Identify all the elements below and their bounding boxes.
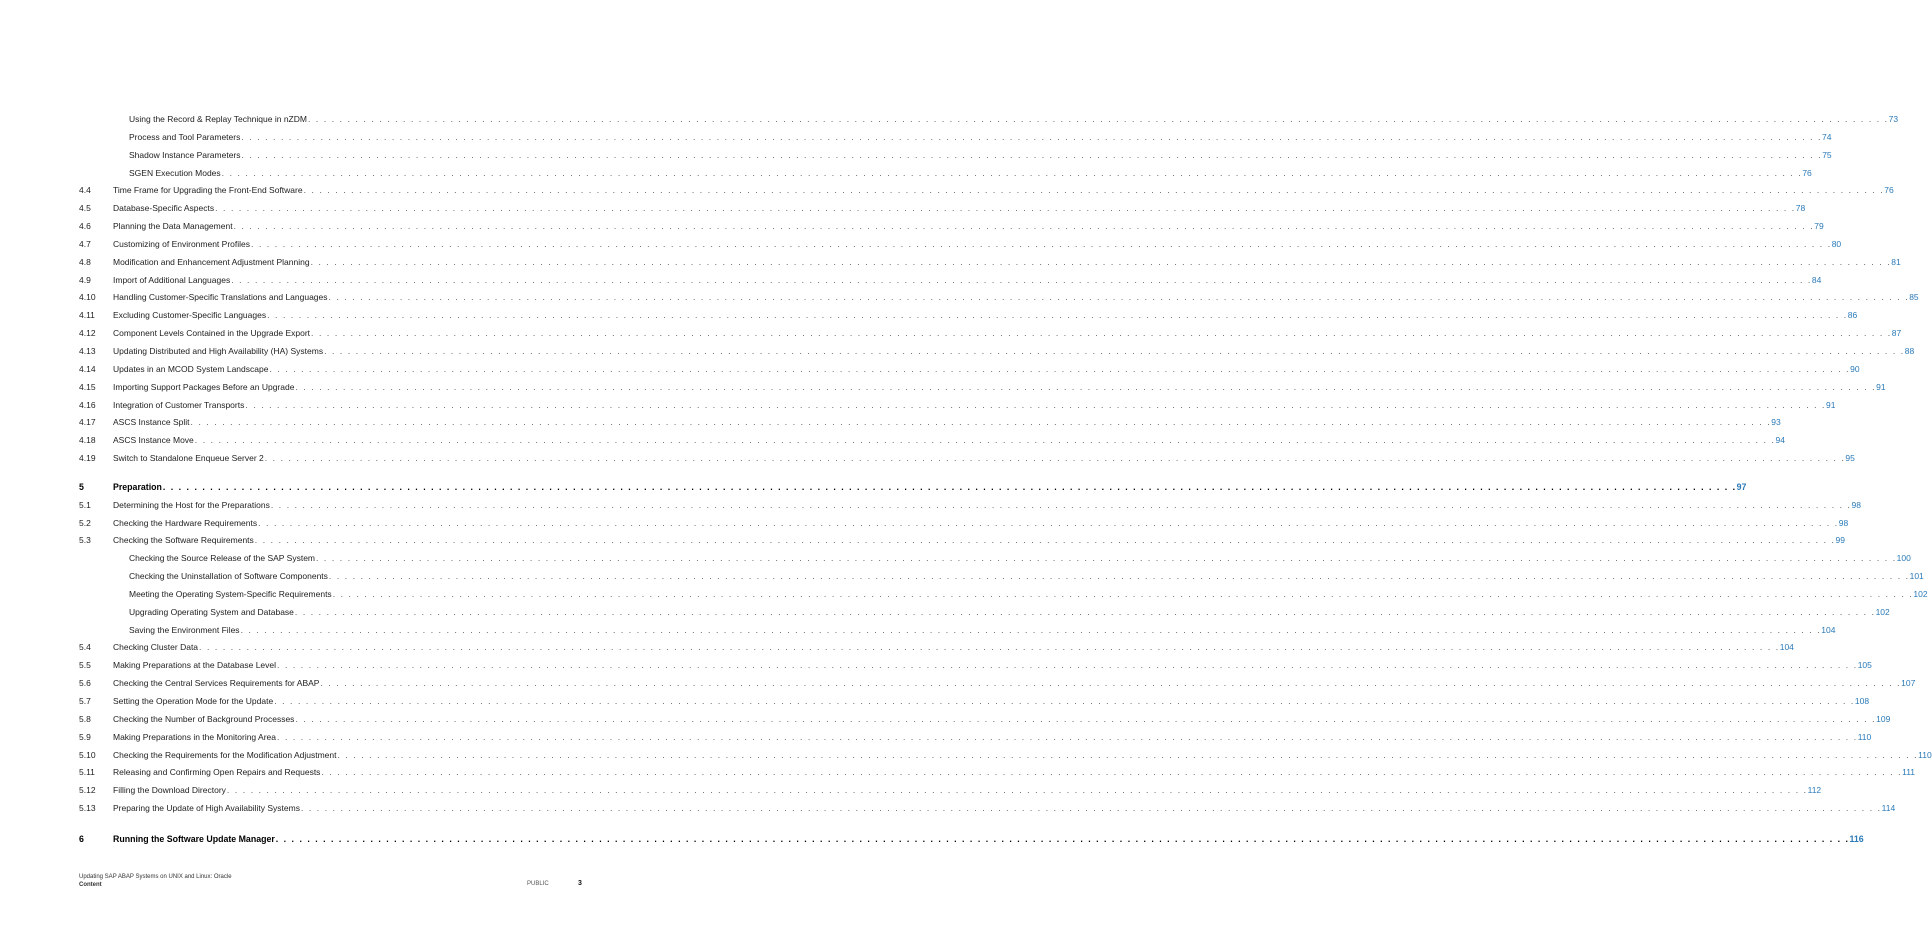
- toc-entry[interactable]: [79, 639, 1794, 657]
- toc-entry[interactable]: [79, 515, 1849, 533]
- toc-entry-title: Filling the Download Directory: [113, 785, 226, 796]
- dot-leader: . . . . . . . . . . . . . . . . . . . . . . . . . . . . . . . . . . . . . . . . . . . . . . . . . . . . . . . . . . . . . . . . . . . . . . . . . . . . . . . . . . . . . . . . . . . . . . . . . . . . . . . . . . . . . . . . . . . . . . . . . . . . . . . . . . . . . . . . . . . . . . . . . . . . . . . . . . . . . . . . . . . . . . . . . . . . . . . . . . . . . . . . . . . . . . . . . . . . . . . .: [199, 642, 1780, 653]
- footer-document-info: [79, 873, 232, 889]
- dot-leader: . . . . . . . . . . . . . . . . . . . . . . . . . . . . . . . . . . . . . . . . . . . . . . . . . . . . . . . . . . . . . . . . . . . . . . . . . . . . . . . . . . . . . . . . . . . . . . . . . . . . . . . . . . . . . . . . . . . . . . . . . . . . . . . . . . . . . . . . . . . . . . . . . . . . . . . . . . . . . . . . . . . . . . . . . . . . . . . . . . . . . . . . . . . . . . . . . . . . . . . .: [307, 114, 1889, 124]
- toc-entry[interactable]: [79, 450, 1855, 468]
- toc-entry-title: Using the Record & Replay Technique in nZDM: [129, 114, 307, 124]
- toc-entry[interactable]: [79, 218, 1824, 236]
- toc-entry-number: 4.7: [79, 238, 91, 249]
- toc-entry-line: [129, 622, 1836, 640]
- toc-entry[interactable]: [79, 800, 1896, 818]
- dot-leader: . . . . . . . . . . . . . . . . . . . . . . . . . . . . . . . . . . . . . . . . . . . . . . . . . . . . . . . . . . . . . . . . . . . . . . . . . . . . . . . . . . . . . . . . . . . . . . . . . . . . . . . . . . . . . . . . . . . . . . . . . . . . . . . . . . . . . . . . . . . . . . . . . . . . . . . . . . . . . . . . . . . . . . . . . . . . . . . . . . . . . . . . . . . . . . . . . . . . . . . .: [310, 256, 1892, 267]
- dot-leader: . . . . . . . . . . . . . . . . . . . . . . . . . . . . . . . . . . . . . . . . . . . . . . . . . . . . . . . . . . . . . . . . . . . . . . . . . . . . . . . . . . . . . . . . . . . . . . . . . . . . . . . . . . . . . . . . . . . . . . . . . . . . . . . . . . . . . . . . . . . . . . . . . . . . . . . . . . . . . . . . . . . . . . . . . . . . . . . . . . . . . . . . . . . . . . . . . . . . . . . .: [295, 381, 1877, 392]
- toc-page-link[interactable]: 107: [1901, 678, 1916, 689]
- toc-entry-number: 4.10: [79, 292, 96, 303]
- toc-entry[interactable]: [79, 254, 1901, 272]
- toc-page-link[interactable]: 73: [1888, 114, 1899, 124]
- toc-entry-line: [113, 361, 1860, 379]
- toc-entry-line: [113, 272, 1822, 290]
- toc-entry-line: [113, 379, 1886, 397]
- dot-leader: . . . . . . . . . . . . . . . . . . . . . . . . . . . . . . . . . . . . . . . . . . . . . . . . . . . . . . . . . . . . . . . . . . . . . . . . . . . . . . . . . . . . . . . . . . . . . . . . . . . . . . . . . . . . . . . . . . . . . . . . . . . . . . . . . . . . . . . . . . . . . . . . . . . . . . . . . . . . . . . . . . . . . . . . . . . . . . . . . . . . . . . . . . . . . . . . . . . . . . . .: [258, 517, 1839, 528]
- toc-entry-line: [113, 479, 1747, 497]
- toc-entry[interactable]: [79, 236, 1842, 254]
- toc-entry[interactable]: [79, 200, 1806, 218]
- toc-entry-number: 5.5: [79, 660, 91, 671]
- toc-entry[interactable]: [79, 657, 1872, 675]
- toc-entry[interactable]: [79, 782, 1822, 800]
- toc-entry[interactable]: [79, 397, 1836, 415]
- toc-entry-title: Upgrading Operating System and Database: [129, 606, 294, 617]
- toc-page-link[interactable]: 91: [1876, 381, 1886, 392]
- dot-leader: . . . . . . . . . . . . . . . . . . . . . . . . . . . . . . . . . . . . . . . . . . . . . . . . . . . . . . . . . . . . . . . . . . . . . . . . . . . . . . . . . . . . . . . . . . . . . . . . . . . . . . . . . . . . . . . . . . . . . . . . . . . . . . . . . . . . . . . . . . . . . . . . . . . . . . . . . . . . . . . . . . . . . . . . . . . . . . . . . . . . . . . . . . . . . . . . . . . . . . . .: [270, 499, 1852, 510]
- toc-entry[interactable]: [79, 325, 1902, 343]
- toc-page-link[interactable]: 84: [1811, 274, 1822, 285]
- dot-leader: . . . . . . . . . . . . . . . . . . . . . . . . . . . . . . . . . . . . . . . . . . . . . . . . . . . . . . . . . . . . . . . . . . . . . . . . . . . . . . . . . . . . . . . . . . . . . . . . . . . . . . . . . . . . . . . . . . . . . . . . . . . . . . . . . . . . . . . . . . . . . . . . . . . . . . . . . . . . . . . . . . . . . . . . . . . . . . . . . . . . . . . . . . . . . . . . . . . . . . . .: [267, 310, 1848, 321]
- toc-entry-title: Customizing of Environment Profiles: [113, 238, 251, 249]
- toc-entry-number: 4.13: [79, 345, 96, 356]
- dot-leader: . . . . . . . . . . . . . . . . . . . . . . . . . . . . . . . . . . . . . . . . . . . . . . . . . . . . . . . . . . . . . . . . . . . . . . . . . . . . . . . . . . . . . . . . . . . . . . . . . . . . . . . . . . . . . . . . . . . . . . . . . . . . . . . . . . . . . . . . . . . . . . . . . . . . . . . . . . . . . . . . . . . . . . . . . . . . . . . . . . . . . . . . . . . . . . . . . . . . . . . .: [190, 417, 1772, 428]
- toc-chapter-entry[interactable]: [79, 831, 1864, 849]
- toc-page-link[interactable]: 104: [1779, 642, 1794, 653]
- dot-leader: . . . . . . . . . . . . . . . . . . . . . . . . . . . . . . . . . . . . . . . . . . . . . . . . . . . . . . . . . . . . . . . . . . . . . . . . . . . . . . . . . . . . . . . . . . . . . . . . . . . . . . . . . . . . . . . . . . . . . . . . . . . . . . . . . . . . . . . . . . . . . . . . . . . . . . . . . . . . . . . . . . . . . . . . . . . . . . . . . . . . . . . . . . . . . . . . . . . . . . . .: [269, 363, 1851, 374]
- toc-entry[interactable]: [79, 289, 1919, 307]
- footer-page-number: 3: [578, 880, 582, 887]
- toc-entry-line: [113, 711, 1891, 729]
- toc-entry[interactable]: [79, 432, 1785, 450]
- toc-entry-title: Checking the Number of Background Processes: [113, 713, 295, 724]
- toc-entry-title: Checking the Hardware Requirements: [113, 517, 258, 528]
- toc-subentry[interactable]: [79, 586, 1928, 604]
- toc-entry-line: [113, 831, 1864, 849]
- dot-leader: . . . . . . . . . . . . . . . . . . . . . . . . . . . . . . . . . . . . . . . . . . . . . . . . . . . . . . . . . . . . . . . . . . . . . . . . . . . . . . . . . . . . . . . . . . . . . . . . . . . . . . . . . . . . . . . . . . . . . . . . . . . . . . . . . . . . . . . . . . . . . . . . . . . . . . . . . . . . . . . . . . . . . . . . . . . . . . . . . . . . . . . . . . . . . . . . . . . . . . . .: [324, 345, 1905, 356]
- dot-leader: . . . . . . . . . . . . . . . . . . . . . . . . . . . . . . . . . . . . . . . . . . . . . . . . . . . . . . . . . . . . . . . . . . . . . . . . . . . . . . . . . . . . . . . . . . . . . . . . . . . . . . . . . . . . . . . . . . . . . . . . . . . . . . . . . . . . . . . . . . . . . . . . . . . . . . . . . . . . . . . . . . . . . . . . . . . . . . . . . . . . . . . . . . . . . . . . . . . . . . . .: [275, 833, 1850, 844]
- toc-entry-line: [113, 515, 1849, 533]
- toc-entry-number: 5.2: [79, 517, 91, 528]
- dot-leader: . . . . . . . . . . . . . . . . . . . . . . . . . . . . . . . . . . . . . . . . . . . . . . . . . . . . . . . . . . . . . . . . . . . . . . . . . . . . . . . . . . . . . . . . . . . . . . . . . . . . . . . . . . . . . . . . . . . . . . . . . . . . . . . . . . . . . . . . . . . . . . . . . . . . . . . . . . . . . . . . . . . . . . . . . . . . . . . . . . . . . . . . . . . . . . . . . . . . . . . .: [311, 328, 1892, 339]
- toc-entry[interactable]: [79, 307, 1858, 325]
- toc-entry-line: [113, 532, 1845, 550]
- toc-entry-title: Time Frame for Upgrading the Front-End Software: [113, 185, 303, 196]
- toc-entry-line: [113, 414, 1781, 432]
- toc-entry-line: [129, 568, 1924, 586]
- toc-subentry[interactable]: [79, 604, 1890, 622]
- toc-entry-title: ASCS Instance Move: [113, 435, 194, 446]
- toc-page-link[interactable]: 101: [1909, 571, 1924, 582]
- toc-entry-title: Checking the Requirements for the Modification Adjustment: [113, 749, 337, 760]
- toc-entry-title: Shadow Instance Parameters: [129, 149, 241, 160]
- toc-entry-line: [113, 782, 1822, 800]
- toc-entry-title: Checking the Central Services Requirements for ABAP: [113, 678, 320, 689]
- footer-section: Content: [79, 882, 102, 888]
- toc-subentry[interactable]: [79, 111, 1899, 129]
- toc-entry-line: [113, 675, 1916, 693]
- toc-entry-title: Preparation: [113, 481, 162, 492]
- toc-entry-title: Planning the Data Management: [113, 221, 233, 232]
- toc-entry[interactable]: [79, 729, 1872, 747]
- toc-entry-title: Modification and Enhancement Adjustment Planning: [113, 256, 310, 267]
- toc-entry-number: 4.11: [79, 310, 95, 321]
- toc-entry-number: 5.12: [79, 785, 96, 796]
- toc-entry-number: 4.15: [79, 381, 96, 392]
- toc-entry-title: Excluding Customer-Specific Languages: [113, 310, 267, 321]
- toc-entry-title: Handling Customer-Specific Translations and Languages: [113, 292, 328, 303]
- toc-entry-line: [113, 218, 1824, 236]
- toc-entry-number: 4.8: [79, 256, 91, 267]
- dot-leader: . . . . . . . . . . . . . . . . . . . . . . . . . . . . . . . . . . . . . . . . . . . . . . . . . . . . . . . . . . . . . . . . . . . . . . . . . . . . . . . . . . . . . . . . . . . . . . . . . . . . . . . . . . . . . . . . . . . . . . . . . . . . . . . . . . . . . . . . . . . . . . . . . . . . . . . . . . . . . . . . . . . . . . . . . . . . . . . . . . . . . . . . . . . . . . . . . . . . . . . .: [295, 713, 1877, 724]
- toc-entry-number: 5.11: [79, 767, 95, 778]
- toc-entry-title: Import of Additional Languages: [113, 274, 231, 285]
- toc-page-link[interactable]: 100: [1896, 553, 1911, 564]
- toc-entry-line: [113, 254, 1901, 272]
- toc-entry-number: 4.18: [79, 435, 96, 446]
- toc-entry-line: [113, 200, 1806, 218]
- toc-entry-number: 4.14: [79, 363, 96, 374]
- toc-entry-line: [113, 432, 1785, 450]
- toc-entry[interactable]: [79, 711, 1891, 729]
- toc-entry-title: Updates in an MCOD System Landscape: [113, 363, 269, 374]
- toc-page-link[interactable]: 80: [1831, 238, 1842, 249]
- dot-leader: . . . . . . . . . . . . . . . . . . . . . . . . . . . . . . . . . . . . . . . . . . . . . . . . . . . . . . . . . . . . . . . . . . . . . . . . . . . . . . . . . . . . . . . . . . . . . . . . . . . . . . . . . . . . . . . . . . . . . . . . . . . . . . . . . . . . . . . . . . . . . . . . . . . . . . . . . . . . . . . . . . . . . . . . . . . . . . . . . . . . . . . . . . . . . . . . . . . . . . . .: [337, 749, 1919, 760]
- toc-page-link[interactable]: 93: [1771, 417, 1781, 428]
- toc-entry-title: Running the Software Update Manager: [113, 833, 275, 844]
- toc-subentry[interactable]: [79, 550, 1911, 568]
- toc-page-link[interactable]: 111: [1902, 767, 1916, 778]
- toc-entry-line: [113, 800, 1896, 818]
- toc-entry-line: [113, 450, 1855, 468]
- toc-entry[interactable]: [79, 747, 1932, 765]
- dot-leader: . . . . . . . . . . . . . . . . . . . . . . . . . . . . . . . . . . . . . . . . . . . . . . . . . . . . . . . . . . . . . . . . . . . . . . . . . . . . . . . . . . . . . . . . . . . . . . . . . . . . . . . . . . . . . . . . . . . . . . . . . . . . . . . . . . . . . . . . . . . . . . . . . . . . . . . . . . . . . . . . . . . . . . . . . . . . . . . . . . . . . . . . . . . . . . . . . . . . . . . .: [226, 785, 1808, 796]
- toc-entry-line: [129, 586, 1928, 604]
- toc-entry-title: Process and Tool Parameters: [129, 131, 241, 142]
- dot-leader: . . . . . . . . . . . . . . . . . . . . . . . . . . . . . . . . . . . . . . . . . . . . . . . . . . . . . . . . . . . . . . . . . . . . . . . . . . . . . . . . . . . . . . . . . . . . . . . . . . . . . . . . . . . . . . . . . . . . . . . . . . . . . . . . . . . . . . . . . . . . . . . . . . . . . . . . . . . . . . . . . . . . . . . . . . . . . . . . . . . . . . . . . . . . . . . . . . . . . . . .: [316, 553, 1897, 564]
- toc-page-link[interactable]: 109: [1876, 713, 1891, 724]
- toc-page-link[interactable]: 116: [1849, 833, 1864, 844]
- dot-leader: . . . . . . . . . . . . . . . . . . . . . . . . . . . . . . . . . . . . . . . . . . . . . . . . . . . . . . . . . . . . . . . . . . . . . . . . . . . . . . . . . . . . . . . . . . . . . . . . . . . . . . . . . . . . . . . . . . . . . . . . . . . . . . . . . . . . . . . . . . . . . . . . . . . . . . . . . . . . . . . . . . . . . . . . . . . . . . . . . . . . . . . . . . . . . . . . . . . . . . . .: [264, 453, 1846, 464]
- toc-entry[interactable]: [79, 361, 1860, 379]
- toc-entry-line: [113, 343, 1915, 361]
- toc-entry-title: Switch to Standalone Enqueue Server 2: [113, 453, 264, 464]
- toc-page-link[interactable]: 87: [1891, 328, 1902, 339]
- toc-entry-line: [129, 111, 1899, 129]
- toc-page-link[interactable]: 91: [1826, 399, 1836, 410]
- toc-entry-number: 4.17: [79, 417, 96, 428]
- toc-entry-line: [129, 129, 1832, 147]
- toc-entry-title: Determining the Host for the Preparations: [113, 499, 270, 510]
- toc-entry-line: [113, 307, 1858, 325]
- toc-entry-number: 4.4: [79, 185, 91, 196]
- dot-leader: . . . . . . . . . . . . . . . . . . . . . . . . . . . . . . . . . . . . . . . . . . . . . . . . . . . . . . . . . . . . . . . . . . . . . . . . . . . . . . . . . . . . . . . . . . . . . . . . . . . . . . . . . . . . . . . . . . . . . . . . . . . . . . . . . . . . . . . . . . . . . . . . . . . . . . . . . . . . . . . . . . . . . . . . . . . . . . . . . . . . . . . . . . . . . . . . . . . . . . . .: [254, 535, 1836, 546]
- dot-leader: . . . . . . . . . . . . . . . . . . . . . . . . . . . . . . . . . . . . . . . . . . . . . . . . . . . . . . . . . . . . . . . . . . . . . . . . . . . . . . . . . . . . . . . . . . . . . . . . . . . . . . . . . . . . . . . . . . . . . . . . . . . . . . . . . . . . . . . . . . . . . . . . . . . . . . . . . . . . . . . . . . . . . . . . . . . . . . . . . . . . . . . . . . . . . . . . . . . . . . . .: [194, 435, 1776, 446]
- toc-page-link[interactable]: 81: [1891, 256, 1901, 267]
- toc-entry-line: [113, 747, 1932, 765]
- toc-entry-line: [113, 693, 1870, 711]
- toc-entry-line: [113, 289, 1919, 307]
- dot-leader: . . . . . . . . . . . . . . . . . . . . . . . . . . . . . . . . . . . . . . . . . . . . . . . . . . . . . . . . . . . . . . . . . . . . . . . . . . . . . . . . . . . . . . . . . . . . . . . . . . . . . . . . . . . . . . . . . . . . . . . . . . . . . . . . . . . . . . . . . . . . . . . . . . . . . . . . . . . . . . . . . . . . . . . . . . . . . . . . . . . . . . . . . . . . . . . . . . . . . . . .: [240, 624, 1822, 635]
- dot-leader: . . . . . . . . . . . . . . . . . . . . . . . . . . . . . . . . . . . . . . . . . . . . . . . . . . . . . . . . . . . . . . . . . . . . . . . . . . . . . . . . . . . . . . . . . . . . . . . . . . . . . . . . . . . . . . . . . . . . . . . . . . . . . . . . . . . . . . . . . . . . . . . . . . . . . . . . . . . . . . . . . . . . . . . . . . . . . . . . . . . . . . . . . . . . . . . . . . . . . . . .: [251, 238, 1832, 249]
- toc-entry-number: 5.9: [79, 731, 91, 742]
- toc-entry-number: 5.7: [79, 696, 91, 706]
- dot-leader: . . . . . . . . . . . . . . . . . . . . . . . . . . . . . . . . . . . . . . . . . . . . . . . . . . . . . . . . . . . . . . . . . . . . . . . . . . . . . . . . . . . . . . . . . . . . . . . . . . . . . . . . . . . . . . . . . . . . . . . . . . . . . . . . . . . . . . . . . . . . . . . . . . . . . . . . . . . . . . . . . . . . . . . . . . . . . . . . . . . . . . . . . . . . . . . . . . . . . . . .: [233, 221, 1815, 232]
- toc-page-link[interactable]: 98: [1838, 517, 1849, 528]
- toc-entry-title: Importing Support Packages Before an Upgrade: [113, 381, 295, 392]
- toc-page-link[interactable]: 97: [1736, 481, 1747, 492]
- toc-page-link[interactable]: 102: [1875, 606, 1890, 617]
- dot-leader: . . . . . . . . . . . . . . . . . . . . . . . . . . . . . . . . . . . . . . . . . . . . . . . . . . . . . . . . . . . . . . . . . . . . . . . . . . . . . . . . . . . . . . . . . . . . . . . . . . . . . . . . . . . . . . . . . . . . . . . . . . . . . . . . . . . . . . . . . . . . . . . . . . . . . . . . . . . . . . . . . . . . . . . . . . . . . . . . . . . . . . . . . . . . . . . . . . . . . . . .: [300, 803, 1882, 814]
- toc-entry[interactable]: [79, 379, 1886, 397]
- toc-entry-line: [113, 657, 1872, 675]
- dot-leader: . . . . . . . . . . . . . . . . . . . . . . . . . . . . . . . . . . . . . . . . . . . . . . . . . . . . . . . . . . . . . . . . . . . . . . . . . . . . . . . . . . . . . . . . . . . . . . . . . . . . . . . . . . . . . . . . . . . . . . . . . . . . . . . . . . . . . . . . . . . . . . . . . . . . . . . . . . . . . . . . . . . . . . . . . . . . . . . . . . . . . . . . . . . . . . . . . . . . . . . .: [303, 185, 1885, 196]
- toc-entry-number: 5.4: [79, 642, 91, 653]
- dot-leader: . . . . . . . . . . . . . . . . . . . . . . . . . . . . . . . . . . . . . . . . . . . . . . . . . . . . . . . . . . . . . . . . . . . . . . . . . . . . . . . . . . . . . . . . . . . . . . . . . . . . . . . . . . . . . . . . . . . . . . . . . . . . . . . . . . . . . . . . . . . . . . . . . . . . . . . . . . . . . . . . . . . . . . . . . . . . . . . . . . . . . . . . . . . . . . . . . . . . . . . .: [274, 696, 1855, 706]
- toc-entry-line: [113, 639, 1794, 657]
- toc-page-link[interactable]: 95: [1845, 453, 1855, 464]
- toc-page-link[interactable]: 85: [1909, 292, 1919, 303]
- toc-page-link[interactable]: 79: [1814, 221, 1824, 232]
- toc-subentry[interactable]: [79, 129, 1832, 147]
- toc-entry-title: Component Levels Contained in the Upgrade Export: [113, 328, 311, 339]
- toc-page-link[interactable]: 76: [1884, 185, 1894, 196]
- dot-leader: . . . . . . . . . . . . . . . . . . . . . . . . . . . . . . . . . . . . . . . . . . . . . . . . . . . . . . . . . . . . . . . . . . . . . . . . . . . . . . . . . . . . . . . . . . . . . . . . . . . . . . . . . . . . . . . . . . . . . . . . . . . . . . . . . . . . . . . . . . . . . . . . . . . . . . . . . . . . . . . . . . . . . . . . . . . . . . . . . . . . . . . . . . . . . . . . . . . . . . . .: [332, 588, 1914, 599]
- toc-page-link[interactable]: 105: [1857, 660, 1872, 671]
- toc-page-link[interactable]: 104: [1821, 624, 1836, 635]
- toc-page-link[interactable]: 78: [1795, 203, 1806, 214]
- toc-page-link[interactable]: 102: [1913, 588, 1928, 599]
- toc-entry-number: 4.16: [79, 399, 96, 410]
- toc-subentry[interactable]: [79, 165, 1812, 183]
- toc-entry-line: [113, 497, 1861, 515]
- dot-leader: . . . . . . . . . . . . . . . . . . . . . . . . . . . . . . . . . . . . . . . . . . . . . . . . . . . . . . . . . . . . . . . . . . . . . . . . . . . . . . . . . . . . . . . . . . . . . . . . . . . . . . . . . . . . . . . . . . . . . . . . . . . . . . . . . . . . . . . . . . . . . . . . . . . . . . . . . . . . . . . . . . . . . . . . . . . . . . . . . . . . . . . . . . . . . . . . . . . . . . . .: [162, 481, 1737, 492]
- toc-entry-title: Making Preparations in the Monitoring Area: [113, 731, 277, 742]
- toc-entry-title: Updating Distributed and High Availability (HA) Systems: [113, 345, 324, 356]
- toc-entry-title: Checking Cluster Data: [113, 642, 199, 653]
- toc-subentry[interactable]: [79, 622, 1836, 640]
- footer-classification: PUBLIC: [527, 881, 549, 887]
- toc-page-link[interactable]: 98: [1851, 499, 1861, 510]
- toc-entry-line: [113, 325, 1902, 343]
- toc-entry-line: [113, 764, 1916, 782]
- dot-leader: . . . . . . . . . . . . . . . . . . . . . . . . . . . . . . . . . . . . . . . . . . . . . . . . . . . . . . . . . . . . . . . . . . . . . . . . . . . . . . . . . . . . . . . . . . . . . . . . . . . . . . . . . . . . . . . . . . . . . . . . . . . . . . . . . . . . . . . . . . . . . . . . . . . . . . . . . . . . . . . . . . . . . . . . . . . . . . . . . . . . . . . . . . . . . . . . . . . . . . . .: [241, 131, 1823, 142]
- toc-entry-line: [129, 550, 1911, 568]
- toc-entry-title: Making Preparations at the Database Level: [113, 660, 277, 671]
- toc-entry-line: [129, 147, 1832, 165]
- toc-entry[interactable]: [79, 693, 1870, 711]
- toc-page-link[interactable]: 99: [1835, 535, 1845, 546]
- toc-entry-title: SGEN Execution Modes: [129, 167, 221, 178]
- dot-leader: . . . . . . . . . . . . . . . . . . . . . . . . . . . . . . . . . . . . . . . . . . . . . . . . . . . . . . . . . . . . . . . . . . . . . . . . . . . . . . . . . . . . . . . . . . . . . . . . . . . . . . . . . . . . . . . . . . . . . . . . . . . . . . . . . . . . . . . . . . . . . . . . . . . . . . . . . . . . . . . . . . . . . . . . . . . . . . . . . . . . . . . . . . . . . . . . . . . . . . . .: [221, 167, 1803, 178]
- toc-entry[interactable]: [79, 343, 1915, 361]
- toc-entry-line: [113, 236, 1842, 254]
- toc-page-link[interactable]: 94: [1775, 435, 1785, 446]
- toc-entry-title: Checking the Uninstallation of Software Components: [129, 571, 328, 582]
- toc-entry[interactable]: [79, 532, 1845, 550]
- toc-page-link[interactable]: 88: [1904, 345, 1915, 356]
- dot-leader: . . . . . . . . . . . . . . . . . . . . . . . . . . . . . . . . . . . . . . . . . . . . . . . . . . . . . . . . . . . . . . . . . . . . . . . . . . . . . . . . . . . . . . . . . . . . . . . . . . . . . . . . . . . . . . . . . . . . . . . . . . . . . . . . . . . . . . . . . . . . . . . . . . . . . . . . . . . . . . . . . . . . . . . . . . . . . . . . . . . . . . . . . . . . . . . . . . . . . . . .: [277, 660, 1858, 671]
- dot-leader: . . . . . . . . . . . . . . . . . . . . . . . . . . . . . . . . . . . . . . . . . . . . . . . . . . . . . . . . . . . . . . . . . . . . . . . . . . . . . . . . . . . . . . . . . . . . . . . . . . . . . . . . . . . . . . . . . . . . . . . . . . . . . . . . . . . . . . . . . . . . . . . . . . . . . . . . . . . . . . . . . . . . . . . . . . . . . . . . . . . . . . . . . . . . . . . . . . . . . . . .: [328, 571, 1910, 582]
- toc-subentry[interactable]: [79, 147, 1832, 165]
- toc-entry-line: [113, 397, 1836, 415]
- footer-doc-title: Updating SAP ABAP Systems on UNIX and Linux: Oracle: [79, 874, 232, 880]
- toc-entry-number: 5.3: [79, 535, 91, 546]
- toc-page-link[interactable]: 75: [1822, 149, 1832, 160]
- toc-entry[interactable]: [79, 414, 1781, 432]
- dot-leader: . . . . . . . . . . . . . . . . . . . . . . . . . . . . . . . . . . . . . . . . . . . . . . . . . . . . . . . . . . . . . . . . . . . . . . . . . . . . . . . . . . . . . . . . . . . . . . . . . . . . . . . . . . . . . . . . . . . . . . . . . . . . . . . . . . . . . . . . . . . . . . . . . . . . . . . . . . . . . . . . . . . . . . . . . . . . . . . . . . . . . . . . . . . . . . . . . . . . . . . .: [320, 678, 1902, 689]
- toc-entry-number: 4.9: [79, 274, 91, 285]
- toc-entry-number: 4.5: [79, 203, 91, 214]
- dot-leader: . . . . . . . . . . . . . . . . . . . . . . . . . . . . . . . . . . . . . . . . . . . . . . . . . . . . . . . . . . . . . . . . . . . . . . . . . . . . . . . . . . . . . . . . . . . . . . . . . . . . . . . . . . . . . . . . . . . . . . . . . . . . . . . . . . . . . . . . . . . . . . . . . . . . . . . . . . . . . . . . . . . . . . . . . . . . . . . . . . . . . . . . . . . . . . . . . . . . . . . .: [294, 606, 1876, 617]
- toc-entry-number: 5.8: [79, 713, 91, 724]
- toc-entry-title: Meeting the Operating System-Specific Requirements: [129, 588, 332, 599]
- dot-leader: . . . . . . . . . . . . . . . . . . . . . . . . . . . . . . . . . . . . . . . . . . . . . . . . . . . . . . . . . . . . . . . . . . . . . . . . . . . . . . . . . . . . . . . . . . . . . . . . . . . . . . . . . . . . . . . . . . . . . . . . . . . . . . . . . . . . . . . . . . . . . . . . . . . . . . . . . . . . . . . . . . . . . . . . . . . . . . . . . . . . . . . . . . . . . . . . . . . . . . . .: [277, 731, 1858, 742]
- toc-entry-title: Checking the Source Release of the SAP System: [129, 553, 315, 564]
- toc-subentry[interactable]: [79, 568, 1924, 586]
- toc-page-link[interactable]: 74: [1822, 131, 1832, 142]
- toc-page-link[interactable]: 110: [1918, 749, 1932, 760]
- dot-leader: . . . . . . . . . . . . . . . . . . . . . . . . . . . . . . . . . . . . . . . . . . . . . . . . . . . . . . . . . . . . . . . . . . . . . . . . . . . . . . . . . . . . . . . . . . . . . . . . . . . . . . . . . . . . . . . . . . . . . . . . . . . . . . . . . . . . . . . . . . . . . . . . . . . . . . . . . . . . . . . . . . . . . . . . . . . . . . . . . . . . . . . . . . . . . . . . . . . . . . . .: [328, 292, 1910, 303]
- toc-entry-title: Setting the Operation Mode for the Update: [113, 696, 274, 706]
- toc-entry[interactable]: [79, 675, 1916, 693]
- toc-page-link[interactable]: 114: [1881, 803, 1896, 814]
- toc-chapter-entry[interactable]: [79, 479, 1747, 497]
- toc-entry-number: 4.6: [79, 221, 91, 232]
- toc-entry-number: 5.10: [79, 749, 96, 760]
- toc-entry-number: 5.6: [79, 678, 91, 689]
- table-of-contents: [79, 111, 1932, 849]
- toc-entry[interactable]: [79, 182, 1894, 200]
- toc-entry[interactable]: [79, 272, 1822, 290]
- toc-entry-title: Preparing the Update of High Availability Systems: [113, 803, 300, 814]
- toc-entry-line: [113, 182, 1894, 200]
- toc-entry-title: Saving the Environment Files: [129, 624, 240, 635]
- toc-entry-line: [129, 165, 1812, 183]
- toc-entry-number: 4.19: [79, 453, 96, 464]
- toc-page-link[interactable]: 90: [1850, 363, 1860, 374]
- toc-page-link[interactable]: 76: [1802, 167, 1812, 178]
- toc-entry[interactable]: [79, 497, 1861, 515]
- toc-entry-title: Checking the Software Requirements: [113, 535, 254, 546]
- toc-entry-line: [129, 604, 1890, 622]
- toc-page-link[interactable]: 86: [1847, 310, 1858, 321]
- toc-entry-number: 5.13: [79, 803, 96, 814]
- toc-page-link[interactable]: 112: [1807, 785, 1822, 796]
- toc-page-link[interactable]: 110: [1857, 731, 1872, 742]
- toc-entry-title: ASCS Instance Split: [113, 417, 190, 428]
- toc-entry-line: [113, 729, 1872, 747]
- dot-leader: . . . . . . . . . . . . . . . . . . . . . . . . . . . . . . . . . . . . . . . . . . . . . . . . . . . . . . . . . . . . . . . . . . . . . . . . . . . . . . . . . . . . . . . . . . . . . . . . . . . . . . . . . . . . . . . . . . . . . . . . . . . . . . . . . . . . . . . . . . . . . . . . . . . . . . . . . . . . . . . . . . . . . . . . . . . . . . . . . . . . . . . . . . . . . . . . . . . . . . . .: [245, 399, 1827, 410]
- toc-entry-title: Integration of Customer Transports: [113, 399, 245, 410]
- toc-page-link[interactable]: 108: [1854, 696, 1870, 706]
- toc-entry[interactable]: [79, 764, 1916, 782]
- toc-entry-number: 4.12: [79, 328, 96, 339]
- dot-leader: . . . . . . . . . . . . . . . . . . . . . . . . . . . . . . . . . . . . . . . . . . . . . . . . . . . . . . . . . . . . . . . . . . . . . . . . . . . . . . . . . . . . . . . . . . . . . . . . . . . . . . . . . . . . . . . . . . . . . . . . . . . . . . . . . . . . . . . . . . . . . . . . . . . . . . . . . . . . . . . . . . . . . . . . . . . . . . . . . . . . . . . . . . . . . . . . . . . . . . . .: [321, 767, 1903, 778]
- dot-leader: . . . . . . . . . . . . . . . . . . . . . . . . . . . . . . . . . . . . . . . . . . . . . . . . . . . . . . . . . . . . . . . . . . . . . . . . . . . . . . . . . . . . . . . . . . . . . . . . . . . . . . . . . . . . . . . . . . . . . . . . . . . . . . . . . . . . . . . . . . . . . . . . . . . . . . . . . . . . . . . . . . . . . . . . . . . . . . . . . . . . . . . . . . . . . . . . . . . . . . . .: [215, 203, 1796, 214]
- dot-leader: . . . . . . . . . . . . . . . . . . . . . . . . . . . . . . . . . . . . . . . . . . . . . . . . . . . . . . . . . . . . . . . . . . . . . . . . . . . . . . . . . . . . . . . . . . . . . . . . . . . . . . . . . . . . . . . . . . . . . . . . . . . . . . . . . . . . . . . . . . . . . . . . . . . . . . . . . . . . . . . . . . . . . . . . . . . . . . . . . . . . . . . . . . . . . . . . . . . . . . . .: [241, 149, 1823, 160]
- toc-entry-number: 5.1: [79, 499, 91, 510]
- dot-leader: . . . . . . . . . . . . . . . . . . . . . . . . . . . . . . . . . . . . . . . . . . . . . . . . . . . . . . . . . . . . . . . . . . . . . . . . . . . . . . . . . . . . . . . . . . . . . . . . . . . . . . . . . . . . . . . . . . . . . . . . . . . . . . . . . . . . . . . . . . . . . . . . . . . . . . . . . . . . . . . . . . . . . . . . . . . . . . . . . . . . . . . . . . . . . . . . . . . . . . . .: [231, 274, 1812, 285]
- toc-entry-number: 6: [79, 833, 84, 844]
- toc-entry-number: 5: [79, 481, 84, 492]
- toc-entry-title: Releasing and Confirming Open Repairs and Requests: [113, 767, 321, 778]
- toc-entry-title: Database-Specific Aspects: [113, 203, 215, 214]
